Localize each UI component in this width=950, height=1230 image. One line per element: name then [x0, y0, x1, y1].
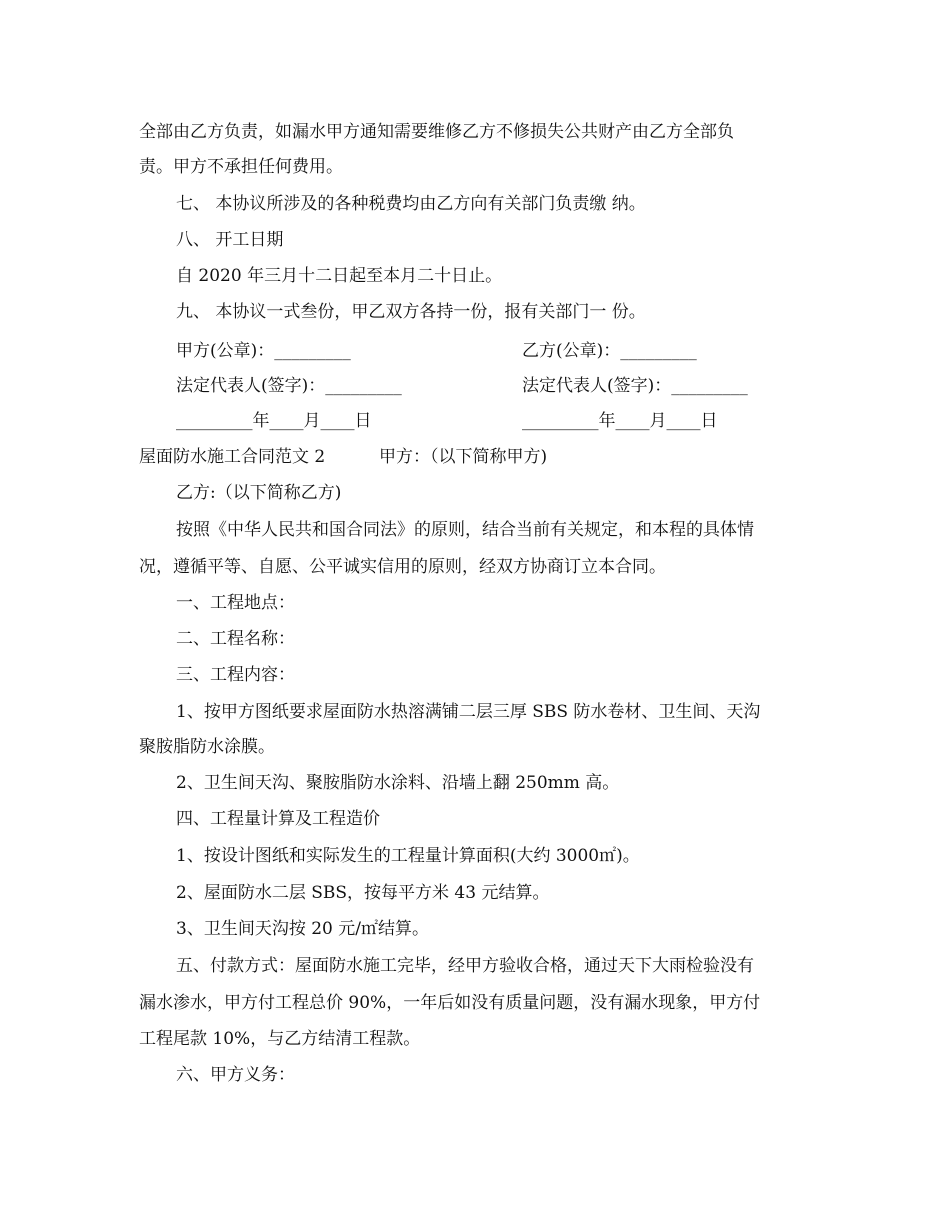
party-a-seal: 甲方(公章)：_________: [176, 341, 351, 361]
section-heading: 二、工程名称：: [176, 629, 295, 649]
party-a-label: 甲方：（以下简称甲方): [379, 447, 548, 467]
paragraph-line: 五、付款方式：屋面防水施工完毕，经甲方验收合格，通过天下大雨检验没有: [176, 956, 754, 976]
party-b-date: _________年____月____日: [522, 411, 718, 431]
paragraph-line: 2、卫生间天沟、聚胺脂防水涂料、沿墙上翻 250mm 高。: [176, 773, 620, 793]
party-b-seal: 乙方(公章)：_________: [522, 341, 697, 361]
paragraph-line: 八、 开工日期: [176, 230, 284, 250]
paragraph-line: 七、 本协议所涉及的各种税费均由乙方向有关部门负责缴 纳。: [176, 194, 646, 214]
party-a-representative: 法定代表人(签字)：_________: [176, 376, 402, 396]
paragraph-line: 全部由乙方负责，如漏水甲方通知需要维修乙方不修损失公共财产由乙方全部负: [139, 122, 734, 142]
paragraph-line: 1、按设计图纸和实际发生的工程量计算面积(大约 3000㎡)。: [176, 846, 640, 866]
paragraph-line: 工程尾款 10%，与乙方结清工程款。: [139, 1029, 421, 1049]
section-heading: 四、工程量计算及工程造价: [176, 809, 380, 829]
paragraph-line: 况，遵循平等、自愿、公平诚实信用的原则，经双方协商订立本合同。: [139, 557, 666, 577]
paragraph-line: 按照《中华人民共和国合同法》的原则，结合当前有关规定，和本程的具体情: [176, 520, 754, 540]
party-b-representative: 法定代表人(签字)：_________: [522, 376, 748, 396]
paragraph-line: 责。甲方不承担任何费用。: [139, 157, 343, 177]
contract-title: 屋面防水施工合同范文 2: [139, 447, 326, 467]
paragraph-line: 2、屋面防水二层 SBS，按每平方米 43 元结算。: [176, 883, 550, 903]
paragraph-line: 3、卫生间天沟按 20 元/㎡结算。: [176, 919, 429, 939]
paragraph-line: 1、按甲方图纸要求屋面防水热溶满铺二层三厚 SBS 防水卷材、卫生间、天沟: [176, 702, 761, 722]
paragraph-line: 自 2020 年三月十二日起至本月二十日止。: [176, 266, 503, 286]
party-a-date: _________年____月____日: [176, 411, 372, 431]
paragraph-line: 聚胺脂防水涂膜。: [139, 737, 275, 757]
paragraph-line: 漏水渗水，甲方付工程总价 90%，一年后如没有质量问题，没有漏水现象，甲方付: [139, 993, 761, 1013]
section-heading: 一、工程地点：: [176, 593, 295, 613]
party-b-label: 乙方:（以下简称乙方): [176, 483, 342, 503]
paragraph-line: 九、 本协议一式叁份，甲乙双方各持一份，报有关部门一 份。: [176, 302, 646, 322]
section-heading: 三、工程内容：: [176, 665, 295, 685]
section-heading: 六、甲方义务：: [176, 1065, 295, 1085]
